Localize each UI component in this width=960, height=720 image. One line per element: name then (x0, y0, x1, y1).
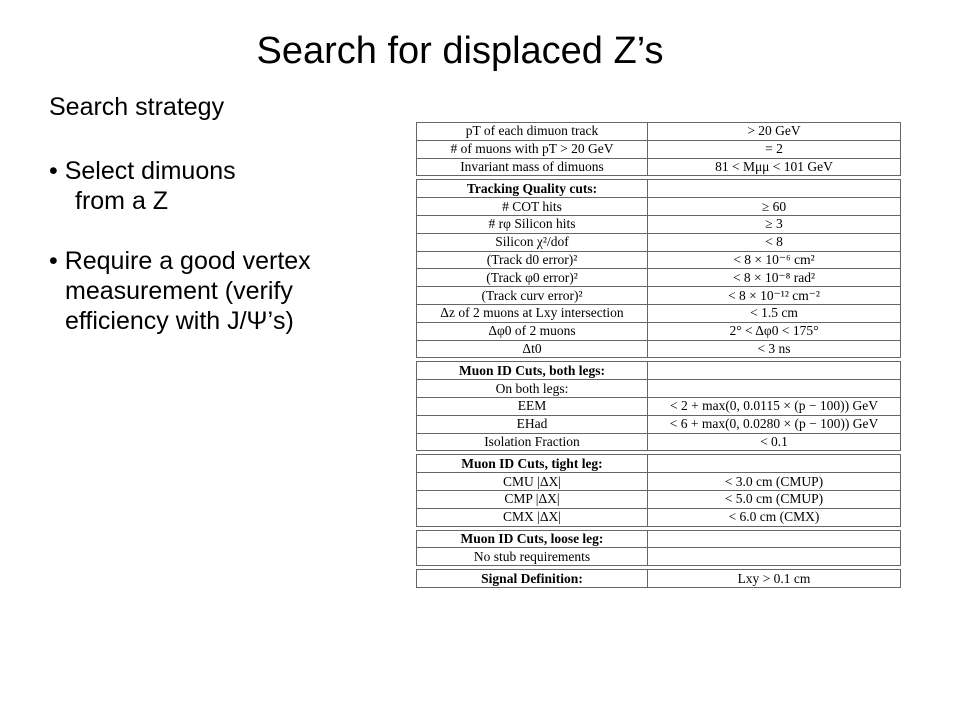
cut-name: Invariant mass of dimuons (417, 158, 648, 176)
table-row (417, 322, 901, 340)
section-header: Tracking Quality cuts: (417, 180, 648, 198)
cut-name: Δz of 2 muons at Lxy intersection (417, 304, 648, 322)
cut-value: < 3 ns (648, 340, 901, 358)
cut-value: 81 < Mμμ < 101 GeV (648, 158, 901, 176)
section-header-blank (648, 455, 901, 473)
table-section (416, 122, 901, 176)
cut-name: Δt0 (417, 340, 648, 358)
cut-name: # COT hits (417, 198, 648, 216)
cut-value: < 8 × 10⁻¹² cm⁻² (648, 287, 901, 305)
cut-name: No stub requirements (417, 548, 648, 566)
table-row (417, 233, 901, 251)
table-row (417, 287, 901, 305)
cut-name: Silicon χ²/dof (417, 233, 648, 251)
table-row (417, 570, 901, 588)
cut-value: < 8 × 10⁻⁸ rad² (648, 269, 901, 287)
cut-value: 2° < Δφ0 < 175° (648, 322, 901, 340)
table-row (417, 340, 901, 358)
cut-name: EHad (417, 415, 648, 433)
cut-name: # rφ Silicon hits (417, 215, 648, 233)
cut-name: On both legs: (417, 380, 648, 398)
section-header: Muon ID Cuts, tight leg: (417, 455, 648, 473)
table-row (417, 198, 901, 216)
cut-value (648, 548, 901, 566)
table-row (417, 215, 901, 233)
cut-name: (Track φ0 error)² (417, 269, 648, 287)
bullet-2-line-3: efficiency with J/Ψ’s) (65, 307, 294, 335)
bullet-1-line-1: • Select dimuons (49, 157, 236, 185)
cut-value: ≥ 60 (648, 198, 901, 216)
cut-name: Δφ0 of 2 muons (417, 322, 648, 340)
cut-value: Lxy > 0.1 cm (648, 570, 901, 588)
table-row (417, 304, 901, 322)
table-section (416, 179, 901, 358)
bullet-2-line-2: measurement (verify (65, 277, 293, 305)
cut-name: (Track curv error)² (417, 287, 648, 305)
cut-name: CMP |ΔX| (417, 490, 648, 508)
section-header-blank (648, 180, 901, 198)
cuts-table (416, 122, 901, 591)
table-row (417, 508, 901, 526)
section-header: Muon ID Cuts, both legs: (417, 362, 648, 380)
cut-name: Isolation Fraction (417, 433, 648, 451)
section-header-blank (648, 362, 901, 380)
cut-name: Signal Definition: (417, 570, 648, 588)
table-row (417, 397, 901, 415)
cut-value: < 8 (648, 233, 901, 251)
cut-value: < 6.0 cm (CMX) (648, 508, 901, 526)
cut-value: ≥ 3 (648, 215, 901, 233)
cut-name: CMU |ΔX| (417, 473, 648, 491)
table-row (417, 123, 901, 141)
cut-name: # of muons with pT > 20 GeV (417, 140, 648, 158)
table-section (416, 454, 901, 526)
table-row (417, 548, 901, 566)
table-row (417, 158, 901, 176)
table-row (417, 415, 901, 433)
cut-value: < 3.0 cm (CMUP) (648, 473, 901, 491)
table-row (417, 433, 901, 451)
cut-name: EEM (417, 397, 648, 415)
bullet-2-line-1: • Require a good vertex (49, 247, 311, 275)
cut-value: > 20 GeV (648, 123, 901, 141)
table-row (417, 140, 901, 158)
table-section (416, 530, 901, 567)
cut-value: < 0.1 (648, 433, 901, 451)
table-row (417, 473, 901, 491)
cut-value: < 6 + max(0, 0.0280 × (p − 100)) GeV (648, 415, 901, 433)
table-row (417, 380, 901, 398)
table-row (417, 269, 901, 287)
cut-name: pT of each dimuon track (417, 123, 648, 141)
strategy-subtitle: Search strategy (49, 93, 225, 121)
table-section (416, 361, 901, 451)
cut-value: < 8 × 10⁻⁶ cm² (648, 251, 901, 269)
section-header: Muon ID Cuts, loose leg: (417, 530, 648, 548)
cut-name: (Track d0 error)² (417, 251, 648, 269)
cut-value: = 2 (648, 140, 901, 158)
cut-value (648, 380, 901, 398)
section-header-blank (648, 530, 901, 548)
cut-name: CMX |ΔX| (417, 508, 648, 526)
table-row (417, 251, 901, 269)
cut-value: < 2 + max(0, 0.0115 × (p − 100)) GeV (648, 397, 901, 415)
bullet-1-line-2: from a Z (75, 187, 169, 215)
table-row (417, 490, 901, 508)
slide-title: Search for displaced Z’s (256, 30, 664, 72)
cut-value: < 5.0 cm (CMUP) (648, 490, 901, 508)
table-section (416, 569, 901, 588)
strategy-text (49, 92, 311, 336)
cut-value: < 1.5 cm (648, 304, 901, 322)
